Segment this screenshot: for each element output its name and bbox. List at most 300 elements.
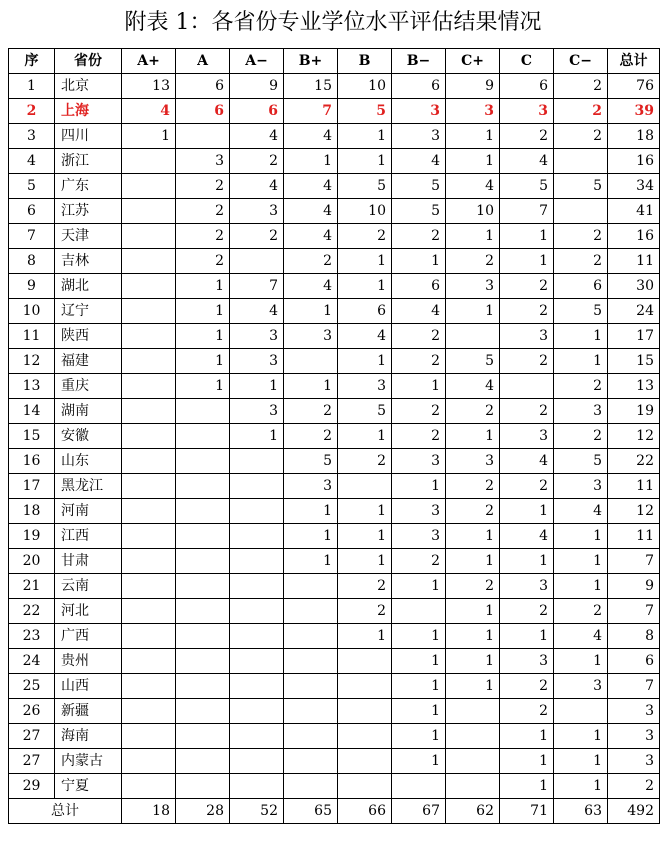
grade-count-cell: 1 — [554, 324, 608, 349]
grade-count-cell — [230, 474, 284, 499]
grade-count-cell — [230, 574, 284, 599]
grade-count-cell — [446, 749, 500, 774]
grade-count-cell: 3 — [392, 99, 446, 124]
grade-count-cell: 1 — [338, 549, 392, 574]
grade-count-cell — [122, 499, 176, 524]
grade-count-cell: 2 — [554, 249, 608, 274]
grade-count-cell: 3 — [230, 199, 284, 224]
grand-total: 492 — [608, 799, 660, 824]
grade-count-cell — [122, 674, 176, 699]
grade-count-cell: 1 — [554, 574, 608, 599]
grade-count-cell — [122, 649, 176, 674]
grade-count-cell — [176, 524, 230, 549]
table-row — [9, 549, 660, 574]
grade-count-cell — [338, 474, 392, 499]
grade-count-cell: 5 — [554, 174, 608, 199]
table-row — [9, 299, 660, 324]
grade-count-cell: 2 — [176, 224, 230, 249]
column-header: C — [500, 49, 554, 74]
grade-count-cell: 1 — [446, 124, 500, 149]
row-number: 12 — [9, 349, 55, 374]
grade-count-cell — [284, 574, 338, 599]
grade-count-cell — [230, 749, 284, 774]
grade-count-cell: 1 — [392, 749, 446, 774]
grade-count-cell: 2 — [284, 399, 338, 424]
grade-count-cell: 2 — [338, 599, 392, 624]
column-header: A+ — [122, 49, 176, 74]
grade-count-cell: 4 — [392, 299, 446, 324]
row-total: 22 — [608, 449, 660, 474]
table-row — [9, 574, 660, 599]
grade-count-cell — [554, 199, 608, 224]
grade-count-cell: 1 — [446, 299, 500, 324]
column-total: 67 — [392, 799, 446, 824]
row-number: 11 — [9, 324, 55, 349]
grade-count-cell: 3 — [230, 324, 284, 349]
grade-count-cell: 6 — [392, 274, 446, 299]
grade-count-cell: 3 — [284, 474, 338, 499]
table-row — [9, 324, 660, 349]
grade-count-cell: 2 — [500, 124, 554, 149]
table-row — [9, 249, 660, 274]
grade-count-cell: 3 — [230, 399, 284, 424]
grade-count-cell: 3 — [500, 324, 554, 349]
grade-count-cell: 2 — [500, 349, 554, 374]
grade-count-cell: 1 — [392, 374, 446, 399]
grade-count-cell: 1 — [392, 574, 446, 599]
grade-count-cell: 2 — [338, 574, 392, 599]
grade-count-cell: 4 — [446, 374, 500, 399]
grade-count-cell: 2 — [284, 424, 338, 449]
row-total: 16 — [608, 149, 660, 174]
grade-count-cell: 2 — [392, 224, 446, 249]
grade-count-cell — [338, 749, 392, 774]
grade-count-cell: 2 — [554, 99, 608, 124]
grade-count-cell: 2 — [554, 374, 608, 399]
row-total: 3 — [608, 749, 660, 774]
grade-count-cell: 4 — [500, 149, 554, 174]
row-number: 5 — [9, 174, 55, 199]
grade-count-cell: 1 — [338, 274, 392, 299]
row-number: 20 — [9, 549, 55, 574]
grade-count-cell — [554, 699, 608, 724]
grade-count-cell — [176, 424, 230, 449]
grade-count-cell — [446, 699, 500, 724]
page-title: 附表 1：各省份专业学位水平评估结果情况 — [124, 10, 542, 35]
grade-count-cell: 1 — [284, 524, 338, 549]
grade-count-cell — [230, 499, 284, 524]
grade-count-cell: 2 — [176, 249, 230, 274]
row-total: 7 — [608, 549, 660, 574]
row-total: 19 — [608, 399, 660, 424]
grade-count-cell: 1 — [176, 274, 230, 299]
grade-count-cell — [230, 524, 284, 549]
grade-count-cell — [176, 749, 230, 774]
grade-count-cell: 3 — [392, 524, 446, 549]
grade-count-cell: 1 — [284, 149, 338, 174]
grade-count-cell: 3 — [446, 449, 500, 474]
grade-count-cell: 4 — [230, 124, 284, 149]
grade-count-cell: 3 — [392, 449, 446, 474]
grade-count-cell: 4 — [284, 174, 338, 199]
grade-count-cell — [122, 249, 176, 274]
grade-count-cell: 1 — [500, 249, 554, 274]
grade-count-cell — [230, 249, 284, 274]
province-name: 吉林 — [55, 249, 122, 274]
row-total: 16 — [608, 224, 660, 249]
grade-count-cell — [284, 674, 338, 699]
table-row — [9, 224, 660, 249]
table-row — [9, 499, 660, 524]
grade-count-cell — [122, 424, 176, 449]
grade-count-cell: 3 — [338, 374, 392, 399]
grade-count-cell — [122, 349, 176, 374]
province-name: 黑龙江 — [55, 474, 122, 499]
grade-count-cell: 1 — [284, 374, 338, 399]
grade-count-cell: 3 — [554, 474, 608, 499]
grade-count-cell — [122, 399, 176, 424]
grade-count-cell: 3 — [500, 99, 554, 124]
row-number: 15 — [9, 424, 55, 449]
province-name: 山西 — [55, 674, 122, 699]
province-name: 浙江 — [55, 149, 122, 174]
grade-count-cell: 1 — [338, 349, 392, 374]
grade-count-cell: 1 — [554, 774, 608, 799]
grade-count-cell: 1 — [554, 549, 608, 574]
row-number: 16 — [9, 449, 55, 474]
grade-count-cell: 3 — [500, 424, 554, 449]
province-name: 安徽 — [55, 424, 122, 449]
grade-count-cell: 1 — [500, 774, 554, 799]
grade-count-cell — [176, 474, 230, 499]
row-total: 76 — [608, 74, 660, 99]
grade-count-cell: 2 — [446, 249, 500, 274]
grade-count-cell — [446, 324, 500, 349]
grade-count-cell: 2 — [392, 549, 446, 574]
row-total: 30 — [608, 274, 660, 299]
evaluation-table — [8, 48, 660, 824]
row-number: 2 — [9, 99, 55, 124]
grade-count-cell: 2 — [500, 674, 554, 699]
table-row — [9, 349, 660, 374]
table-row — [9, 199, 660, 224]
grade-count-cell: 4 — [554, 624, 608, 649]
table-row — [9, 774, 660, 799]
grade-count-cell: 2 — [176, 174, 230, 199]
grade-count-cell: 3 — [446, 99, 500, 124]
table-row — [9, 74, 660, 99]
grade-count-cell — [122, 524, 176, 549]
grade-count-cell: 2 — [500, 699, 554, 724]
table-row — [9, 474, 660, 499]
row-total: 18 — [608, 124, 660, 149]
grade-count-cell: 1 — [230, 424, 284, 449]
grade-count-cell: 1 — [338, 524, 392, 549]
grade-count-cell: 1 — [500, 499, 554, 524]
grade-count-cell: 2 — [176, 199, 230, 224]
grade-count-cell — [176, 699, 230, 724]
table-row — [9, 674, 660, 699]
column-header: 总计 — [608, 49, 660, 74]
row-number: 4 — [9, 149, 55, 174]
grade-count-cell: 1 — [446, 549, 500, 574]
grade-count-cell — [176, 449, 230, 474]
column-total: 66 — [338, 799, 392, 824]
grade-count-cell: 1 — [554, 649, 608, 674]
row-total: 11 — [608, 524, 660, 549]
grade-count-cell: 2 — [554, 124, 608, 149]
grade-count-cell: 1 — [446, 149, 500, 174]
column-header: A− — [230, 49, 284, 74]
grade-count-cell: 1 — [392, 474, 446, 499]
table-row — [9, 399, 660, 424]
grade-count-cell — [122, 274, 176, 299]
grade-count-cell — [230, 699, 284, 724]
grade-count-cell — [122, 374, 176, 399]
column-header: C+ — [446, 49, 500, 74]
grade-count-cell: 6 — [338, 299, 392, 324]
grade-count-cell — [392, 774, 446, 799]
table-row — [9, 649, 660, 674]
province-name: 福建 — [55, 349, 122, 374]
grade-count-cell: 13 — [122, 74, 176, 99]
totals-row — [9, 799, 660, 824]
grade-count-cell: 1 — [446, 649, 500, 674]
grade-count-cell — [176, 399, 230, 424]
grade-count-cell: 4 — [284, 124, 338, 149]
grade-count-cell: 5 — [500, 174, 554, 199]
grade-count-cell: 6 — [554, 274, 608, 299]
province-name: 湖南 — [55, 399, 122, 424]
grade-count-cell: 4 — [230, 174, 284, 199]
grade-count-cell — [230, 624, 284, 649]
grade-count-cell: 5 — [338, 99, 392, 124]
grade-count-cell: 10 — [446, 199, 500, 224]
grade-count-cell: 1 — [176, 349, 230, 374]
grade-count-cell: 5 — [446, 349, 500, 374]
column-total: 28 — [176, 799, 230, 824]
grade-count-cell: 2 — [446, 499, 500, 524]
row-total: 34 — [608, 174, 660, 199]
grade-count-cell — [122, 299, 176, 324]
header-row — [9, 49, 660, 74]
grade-count-cell: 1 — [500, 224, 554, 249]
grade-count-cell: 4 — [446, 174, 500, 199]
row-number: 10 — [9, 299, 55, 324]
grade-count-cell — [230, 449, 284, 474]
grade-count-cell: 7 — [500, 199, 554, 224]
row-number: 29 — [9, 774, 55, 799]
province-name: 云南 — [55, 574, 122, 599]
grade-count-cell: 1 — [392, 649, 446, 674]
grade-count-cell — [122, 549, 176, 574]
grade-count-cell — [284, 699, 338, 724]
row-total: 8 — [608, 624, 660, 649]
grade-count-cell: 5 — [554, 299, 608, 324]
province-name: 贵州 — [55, 649, 122, 674]
grade-count-cell: 1 — [176, 299, 230, 324]
grade-count-cell — [122, 174, 176, 199]
grade-count-cell — [446, 724, 500, 749]
grade-count-cell — [284, 599, 338, 624]
grade-count-cell: 3 — [392, 499, 446, 524]
table-row — [9, 374, 660, 399]
province-name: 陕西 — [55, 324, 122, 349]
grade-count-cell: 3 — [554, 674, 608, 699]
province-name: 上海 — [55, 99, 122, 124]
grade-count-cell — [338, 699, 392, 724]
column-total: 63 — [554, 799, 608, 824]
grade-count-cell: 1 — [392, 699, 446, 724]
province-name: 内蒙古 — [55, 749, 122, 774]
row-total: 12 — [608, 424, 660, 449]
row-total: 7 — [608, 674, 660, 699]
table-row — [9, 749, 660, 774]
row-total: 15 — [608, 349, 660, 374]
totals-label: 总计 — [9, 799, 122, 824]
grade-count-cell: 2 — [554, 224, 608, 249]
row-number: 17 — [9, 474, 55, 499]
grade-count-cell: 2 — [554, 599, 608, 624]
grade-count-cell: 4 — [500, 524, 554, 549]
table-row — [9, 274, 660, 299]
grade-count-cell: 3 — [446, 274, 500, 299]
province-name: 四川 — [55, 124, 122, 149]
grade-count-cell — [122, 699, 176, 724]
grade-count-cell: 2 — [500, 299, 554, 324]
row-total: 6 — [608, 649, 660, 674]
grade-count-cell: 1 — [284, 549, 338, 574]
grade-count-cell: 1 — [338, 424, 392, 449]
grade-count-cell: 2 — [500, 474, 554, 499]
grade-count-cell: 2 — [554, 74, 608, 99]
grade-count-cell: 1 — [500, 724, 554, 749]
grade-count-cell: 1 — [500, 549, 554, 574]
grade-count-cell: 2 — [338, 449, 392, 474]
row-number: 27 — [9, 724, 55, 749]
grade-count-cell: 10 — [338, 74, 392, 99]
province-name: 江苏 — [55, 199, 122, 224]
grade-count-cell: 1 — [338, 249, 392, 274]
province-name: 湖北 — [55, 274, 122, 299]
grade-count-cell: 5 — [338, 399, 392, 424]
grade-count-cell — [446, 774, 500, 799]
grade-count-cell: 4 — [338, 324, 392, 349]
grade-count-cell: 6 — [230, 99, 284, 124]
grade-count-cell — [176, 674, 230, 699]
grade-count-cell — [122, 774, 176, 799]
table-row — [9, 124, 660, 149]
table-row — [9, 449, 660, 474]
province-name: 北京 — [55, 74, 122, 99]
column-total: 18 — [122, 799, 176, 824]
table-row — [9, 724, 660, 749]
grade-count-cell: 1 — [446, 674, 500, 699]
row-total: 24 — [608, 299, 660, 324]
row-number: 1 — [9, 74, 55, 99]
row-total: 17 — [608, 324, 660, 349]
grade-count-cell: 4 — [122, 99, 176, 124]
column-header: 省份 — [55, 49, 122, 74]
grade-count-cell: 2 — [392, 349, 446, 374]
grade-count-cell — [230, 674, 284, 699]
row-total: 39 — [608, 99, 660, 124]
grade-count-cell — [122, 599, 176, 624]
grade-count-cell: 3 — [230, 349, 284, 374]
row-number: 19 — [9, 524, 55, 549]
grade-count-cell: 1 — [446, 624, 500, 649]
grade-count-cell: 2 — [392, 324, 446, 349]
row-number: 27 — [9, 749, 55, 774]
grade-count-cell: 4 — [554, 499, 608, 524]
grade-count-cell — [230, 599, 284, 624]
row-total: 2 — [608, 774, 660, 799]
grade-count-cell — [284, 649, 338, 674]
grade-count-cell — [230, 649, 284, 674]
grade-count-cell: 4 — [284, 224, 338, 249]
row-total: 7 — [608, 599, 660, 624]
grade-count-cell: 1 — [500, 624, 554, 649]
province-name: 宁夏 — [55, 774, 122, 799]
grade-count-cell: 1 — [554, 349, 608, 374]
grade-count-cell: 1 — [284, 299, 338, 324]
grade-count-cell: 6 — [176, 74, 230, 99]
row-number: 25 — [9, 674, 55, 699]
row-total: 11 — [608, 474, 660, 499]
grade-count-cell: 9 — [446, 74, 500, 99]
grade-count-cell: 9 — [230, 74, 284, 99]
province-name: 江西 — [55, 524, 122, 549]
grade-count-cell: 2 — [392, 399, 446, 424]
grade-count-cell — [284, 624, 338, 649]
table-row — [9, 149, 660, 174]
grade-count-cell: 2 — [284, 249, 338, 274]
row-number: 14 — [9, 399, 55, 424]
row-number: 7 — [9, 224, 55, 249]
province-name: 重庆 — [55, 374, 122, 399]
grade-count-cell: 2 — [230, 149, 284, 174]
grade-count-cell: 1 — [446, 224, 500, 249]
column-total: 65 — [284, 799, 338, 824]
grade-count-cell — [176, 624, 230, 649]
province-name: 广东 — [55, 174, 122, 199]
table-row — [9, 424, 660, 449]
grade-count-cell: 6 — [392, 74, 446, 99]
province-name: 天津 — [55, 224, 122, 249]
grade-count-cell: 1 — [392, 674, 446, 699]
grade-count-cell: 4 — [284, 274, 338, 299]
grade-count-cell — [338, 649, 392, 674]
row-total: 13 — [608, 374, 660, 399]
grade-count-cell: 2 — [446, 399, 500, 424]
grade-count-cell: 3 — [500, 649, 554, 674]
row-total: 3 — [608, 724, 660, 749]
grade-count-cell — [338, 774, 392, 799]
grade-count-cell — [176, 724, 230, 749]
grade-count-cell — [176, 124, 230, 149]
column-total: 52 — [230, 799, 284, 824]
grade-count-cell: 15 — [284, 74, 338, 99]
table-row — [9, 524, 660, 549]
column-header: B — [338, 49, 392, 74]
row-number: 21 — [9, 574, 55, 599]
grade-count-cell — [554, 149, 608, 174]
grade-count-cell: 5 — [338, 174, 392, 199]
grade-count-cell — [230, 724, 284, 749]
table-row — [9, 699, 660, 724]
column-header: B− — [392, 49, 446, 74]
table-row — [9, 174, 660, 199]
